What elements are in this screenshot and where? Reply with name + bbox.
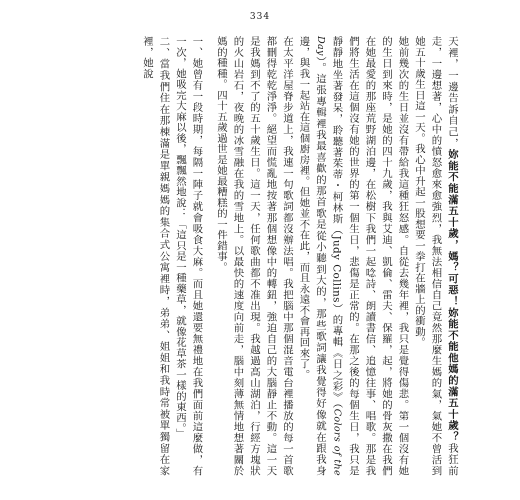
body-text: 二、當我們住在那棟滿是單親媽媽的集合式公寓裡時，弟弟、姐姐和我時常被單獨留在家裡，她說 bbox=[141, 36, 170, 476]
body-text: ）。這張專輯裡我最喜歡的那首歌是從小聽到大的，那些歌詞讓我覺得好像就在跟我身邊，與我一起站在這個廚房裡。但她並不在此，而且永遠不會再回來了。 bbox=[297, 36, 326, 476]
body-text: 在太平洋屋脊步道上，我連一句歌詞都沒辦法唱。我把腦中那個混音電台裡播放的每一首歌都刪得乾乾淨淨。絕望而慌亂地按著那個想像中的轉鈕，強迫自己的大腦靜止不動。這一天是我媽到不了的五十歲生日。這一天，任何歌曲都不准出現。我越過高山湖泊，行經方塊狀的火山岩石，夜晚的冰雪融在我的雪地上。以最快的速度向前走，腦中刻薄無情地想著關於媽的種種。四十五歲過世是她最糟糕的一件錯事。 bbox=[215, 36, 293, 476]
paragraph bbox=[213, 36, 296, 476]
body-text: 天裡，一邊告訴自己， bbox=[446, 36, 458, 149]
paragraph bbox=[295, 36, 411, 476]
body-text: 一、她曾有一段時期，每隔一陣子就會吸食大麻。而且她還要無禮地在我們面前這麼做，有一次，她吸完大麻以後，飄飄然地說：「這只是一種藥草，就像花草茶一樣的東西。」 bbox=[174, 36, 203, 476]
emphasis-text: 妳能不能滿五十歲，媽？可惡！妳能不能他媽的滿五十歲？ bbox=[446, 148, 458, 443]
body-text: 她前幾次的生日並沒有帶給我這種狂怒感。自從去幾年裡，我只是覺得傷悲。第一個沒有她的生日到來時，是她的四十九歲，我與艾迪、凱倫、雷夫、保羅，起，將她的骨灰撒在我們在她最愛的那座荒野湖泊邊，在松樹下我們一起唸詩、朗讀書信、追憶往事、唱歌。那是我們將生活在這個沒有她的世界的第一個生日，悲傷是正常的。在那之後的每個生日，我只是靜靜地坐著發呆，聆聽著茱蒂・柯林斯（Judy Collins）的專輯《日之彩》（ bbox=[330, 36, 409, 476]
paragraph bbox=[172, 36, 205, 476]
album-title-latin: Colors of the Day bbox=[315, 36, 343, 477]
paragraph bbox=[411, 36, 461, 476]
body-text: 我狂前走，一邊想著，心中的憤怒愈來愈強烈，我無法相信自己竟然那麼生媽的氣，氣她不曾活到她五十歲生日這一天。我心中升起一股想要一拳打在牆上的衝動。 bbox=[413, 36, 458, 477]
paragraph bbox=[139, 36, 172, 476]
page-number: 334 bbox=[249, 12, 271, 22]
vertical-text-body bbox=[139, 36, 461, 476]
